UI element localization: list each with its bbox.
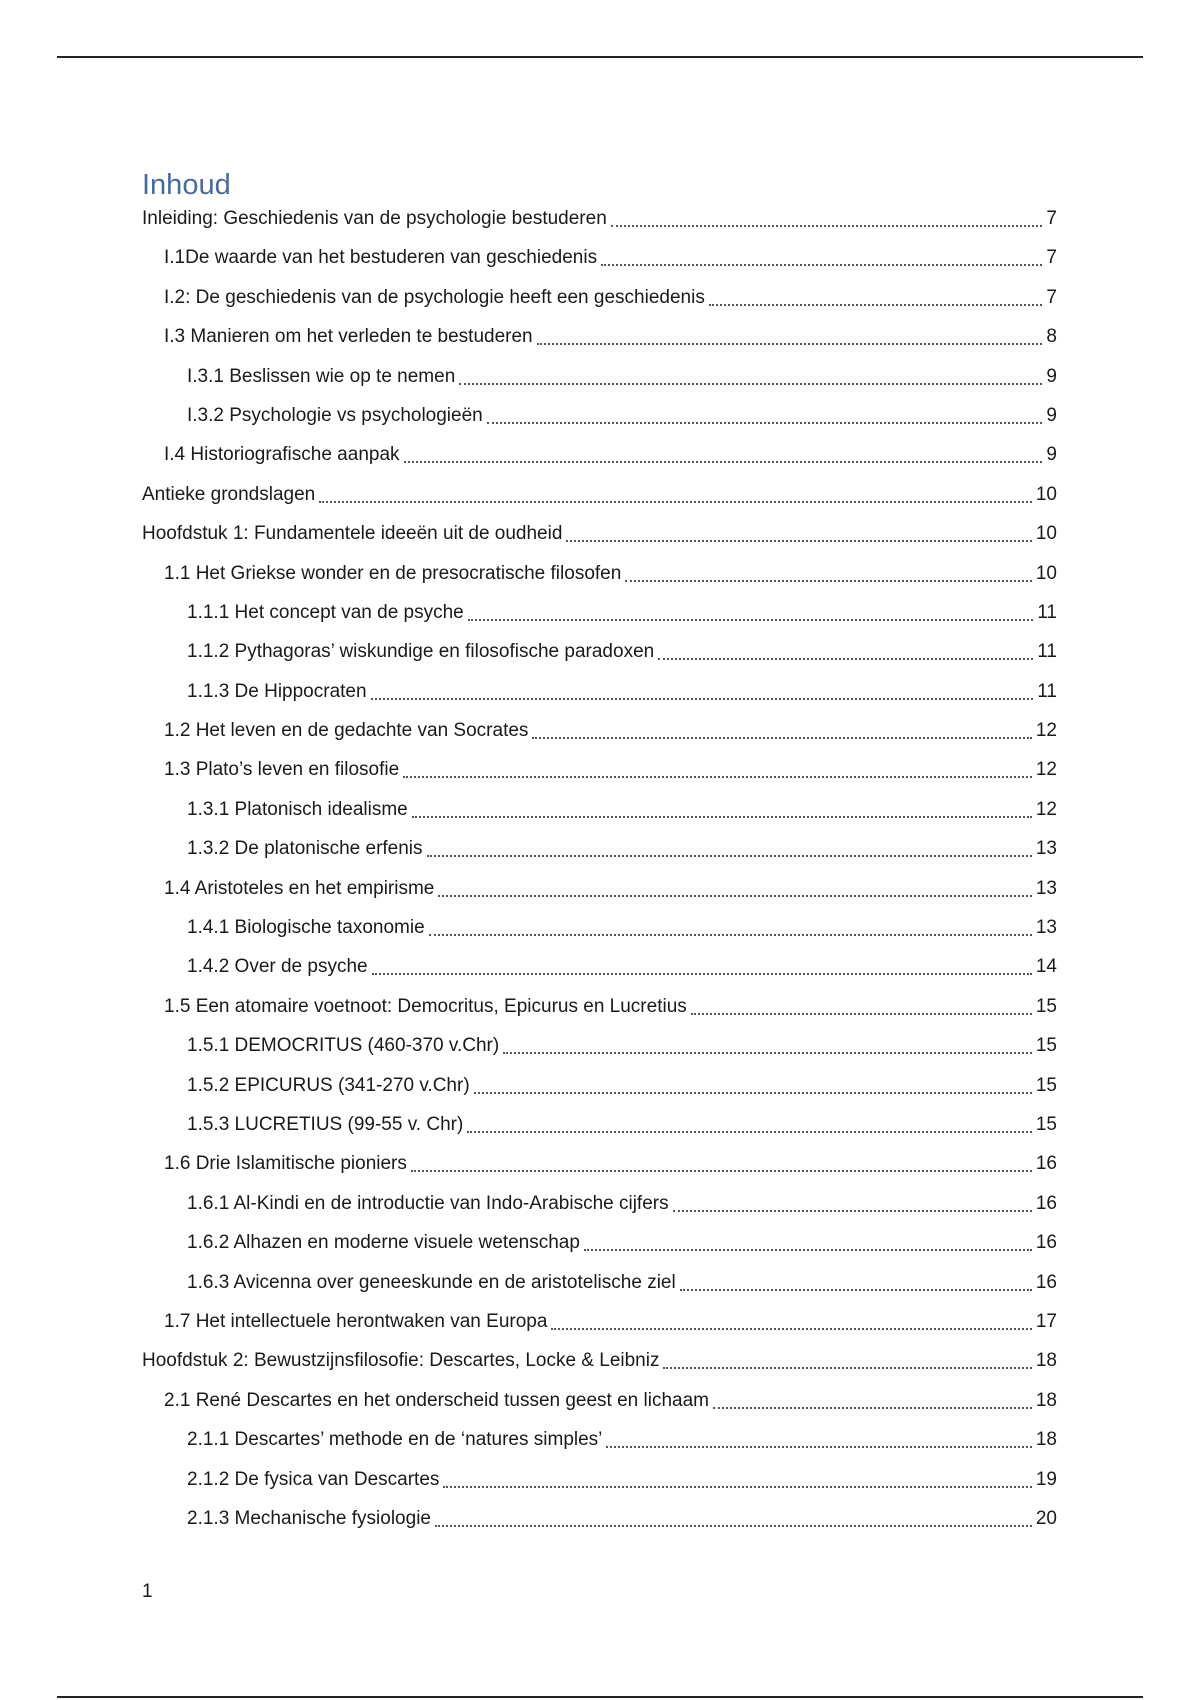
toc-entry-title: 1.1.2 Pythagoras’ wiskundige en filosofische paradoxen — [187, 641, 655, 663]
page-number: 1 — [142, 1581, 153, 1602]
toc-entry-page: 12 — [1035, 720, 1057, 742]
toc-entry[interactable] — [142, 1428, 1057, 1467]
toc-entry-page: 10 — [1035, 562, 1057, 584]
dot-leader — [429, 916, 1032, 936]
dot-leader — [611, 207, 1043, 227]
dot-leader — [691, 995, 1032, 1015]
toc-entry[interactable] — [142, 1507, 1057, 1546]
dot-leader — [601, 246, 1042, 266]
dot-leader — [487, 404, 1043, 424]
toc-entry-title: 1.3 Plato’s leven en filosofie — [164, 759, 400, 781]
toc-entry-page: 7 — [1046, 208, 1057, 229]
toc-entry-title: 1.3.1 Platonisch idealisme — [187, 798, 408, 820]
toc-entry-page: 20 — [1035, 1507, 1057, 1529]
dot-leader — [438, 877, 1032, 897]
toc-entry[interactable] — [142, 562, 1057, 601]
toc-entry[interactable] — [142, 1152, 1057, 1191]
toc-entry[interactable] — [142, 601, 1057, 640]
dot-leader — [404, 443, 1043, 463]
dot-leader — [412, 798, 1032, 818]
toc-entry-title: 1.5 Een atomaire voetnoot: Democritus, Epicurus en Lucretius — [164, 995, 687, 1017]
toc-entry[interactable] — [142, 758, 1057, 797]
toc-entry[interactable] — [142, 877, 1057, 916]
toc-entry-page: 9 — [1046, 404, 1057, 426]
toc-heading: Inhoud — [142, 169, 231, 201]
toc-entry[interactable] — [142, 916, 1057, 955]
toc-entry-page: 7 — [1046, 247, 1057, 269]
dot-leader — [551, 1310, 1031, 1330]
toc-entry[interactable] — [142, 1349, 1057, 1388]
toc-entry[interactable] — [142, 1271, 1057, 1310]
toc-entry-title: I.2: De geschiedenis van de psychologie heeft een geschiedenis — [164, 286, 705, 308]
dot-leader — [468, 601, 1034, 621]
toc-entry[interactable] — [142, 207, 1057, 246]
toc-entry[interactable] — [142, 483, 1057, 522]
toc-entry-page: 18 — [1035, 1350, 1057, 1372]
toc-entry-page: 15 — [1035, 1113, 1057, 1135]
footer-rule — [57, 1696, 1143, 1698]
toc-entry-title: 1.6.3 Avicenna over geneeskunde en de aristotelische ziel — [187, 1271, 676, 1293]
dot-leader — [680, 1271, 1032, 1291]
toc-entry-page: 8 — [1046, 326, 1057, 348]
toc-entry-page: 15 — [1035, 995, 1057, 1017]
table-of-contents — [142, 207, 1057, 1546]
dot-leader — [427, 837, 1032, 857]
toc-entry-page: 11 — [1037, 680, 1057, 702]
dot-leader — [663, 1349, 1031, 1369]
toc-entry-page: 15 — [1035, 1035, 1057, 1057]
toc-entry[interactable] — [142, 1192, 1057, 1231]
toc-entry-title: 1.4.1 Biologische taxonomie — [187, 917, 425, 939]
toc-entry[interactable] — [142, 404, 1057, 443]
toc-entry-page: 9 — [1046, 365, 1057, 387]
toc-entry[interactable] — [142, 680, 1057, 719]
dot-leader — [319, 483, 1032, 503]
dot-leader — [713, 1389, 1032, 1409]
dot-leader — [372, 955, 1032, 975]
toc-entry[interactable] — [142, 719, 1057, 758]
toc-entry[interactable] — [142, 1389, 1057, 1428]
toc-entry-page: 12 — [1035, 759, 1057, 781]
toc-entry[interactable] — [142, 246, 1057, 285]
toc-entry-page: 18 — [1035, 1389, 1057, 1411]
toc-entry-page: 16 — [1035, 1271, 1057, 1293]
toc-entry-title: I.3.2 Psychologie vs psychologieën — [187, 404, 483, 426]
toc-entry-page: 10 — [1035, 523, 1057, 545]
toc-entry-title: Hoofdstuk 1: Fundamentele ideeën uit de oudheid — [142, 523, 563, 545]
dot-leader — [606, 1428, 1031, 1448]
toc-entry-page: 14 — [1035, 956, 1057, 978]
dot-leader — [584, 1231, 1032, 1251]
toc-entry[interactable] — [142, 955, 1057, 994]
dot-leader — [459, 365, 1042, 385]
toc-entry-title: I.4 Historiografische aanpak — [164, 444, 400, 466]
toc-entry-title: 1.6 Drie Islamitische pioniers — [164, 1153, 407, 1175]
toc-entry[interactable] — [142, 1231, 1057, 1270]
toc-entry-page: 17 — [1035, 1310, 1057, 1332]
toc-entry-title: Inleiding: Geschiedenis van de psychologie bestuderen — [142, 208, 607, 229]
toc-entry[interactable] — [142, 798, 1057, 837]
toc-entry-title: 1.3.2 De platonische erfenis — [187, 838, 423, 860]
toc-entry-page: 15 — [1035, 1074, 1057, 1096]
toc-entry-page: 13 — [1035, 877, 1057, 899]
dot-leader — [537, 325, 1043, 345]
toc-entry-page: 16 — [1035, 1192, 1057, 1214]
toc-entry[interactable] — [142, 286, 1057, 325]
toc-entry-title: I.1De waarde van het bestuderen van geschiedenis — [164, 247, 598, 269]
toc-entry-title: Hoofdstuk 2: Bewustzijnsfilosofie: Descartes, Locke & Leibniz — [142, 1350, 660, 1372]
dot-leader — [435, 1507, 1032, 1527]
toc-entry-title: 1.5.1 DEMOCRITUS (460-370 v.Chr) — [187, 1035, 500, 1057]
toc-entry[interactable] — [142, 1468, 1057, 1507]
toc-entry-title: 1.6.2 Alhazen en moderne visuele wetenschap — [187, 1232, 580, 1254]
toc-entry-title: 2.1.1 Descartes’ methode en de ‘natures simples’ — [187, 1429, 603, 1451]
toc-entry-page: 11 — [1037, 641, 1057, 663]
toc-entry-title: Antieke grondslagen — [142, 483, 316, 505]
toc-entry[interactable] — [142, 1113, 1057, 1152]
toc-entry-page: 13 — [1035, 838, 1057, 860]
toc-entry[interactable] — [142, 640, 1057, 679]
toc-entry-page: 16 — [1035, 1153, 1057, 1175]
toc-entry-title: 2.1.2 De fysica van Descartes — [187, 1468, 440, 1490]
toc-entry-page: 10 — [1035, 483, 1057, 505]
toc-entry-title: I.3.1 Beslissen wie op te nemen — [187, 365, 456, 387]
toc-entry[interactable] — [142, 365, 1057, 404]
dot-leader — [467, 1113, 1032, 1133]
toc-entry[interactable] — [142, 443, 1057, 482]
dot-leader — [658, 640, 1033, 660]
dot-leader — [503, 1034, 1032, 1054]
dot-leader — [532, 719, 1031, 739]
toc-entry-title: 1.1 Het Griekse wonder en de presocratische filosofen — [164, 562, 622, 584]
header-rule — [57, 56, 1143, 58]
dot-leader — [673, 1192, 1032, 1212]
toc-entry-title: 1.2 Het leven en de gedachte van Socrates — [164, 720, 529, 742]
toc-entry-page: 11 — [1037, 601, 1057, 623]
toc-entry[interactable] — [142, 522, 1057, 561]
toc-entry-title: 1.5.2 EPICURUS (341-270 v.Chr) — [187, 1074, 470, 1096]
toc-entry-title: 2.1.3 Mechanische fysiologie — [187, 1507, 431, 1529]
dot-leader — [474, 1074, 1032, 1094]
dot-leader — [566, 522, 1031, 542]
toc-entry-page: 19 — [1035, 1468, 1057, 1490]
dot-leader — [709, 286, 1043, 306]
toc-entry[interactable] — [142, 995, 1057, 1034]
toc-entry-title: 1.4 Aristoteles en het empirisme — [164, 877, 435, 899]
toc-entry[interactable] — [142, 1034, 1057, 1073]
toc-entry-title: 2.1 René Descartes en het onderscheid tussen geest en lichaam — [164, 1389, 709, 1411]
toc-entry-title: 1.5.3 LUCRETIUS (99-55 v. Chr) — [187, 1113, 464, 1135]
dot-leader — [411, 1152, 1032, 1172]
toc-entry-page: 13 — [1035, 917, 1057, 939]
toc-entry-title: 1.1.1 Het concept van de psyche — [187, 601, 464, 623]
dot-leader — [625, 562, 1032, 582]
dot-leader — [403, 758, 1032, 778]
toc-entry[interactable] — [142, 325, 1057, 364]
toc-entry-title: 1.1.3 De Hippocraten — [187, 680, 367, 702]
toc-entry-title: I.3 Manieren om het verleden te bestuderen — [164, 326, 533, 348]
toc-entry-title: 1.4.2 Over de psyche — [187, 956, 368, 978]
toc-entry[interactable] — [142, 837, 1057, 876]
toc-entry-title: 1.7 Het intellectuele herontwaken van Europa — [164, 1310, 548, 1332]
toc-entry-page: 18 — [1035, 1429, 1057, 1451]
toc-entry-page: 12 — [1035, 798, 1057, 820]
toc-entry-page: 7 — [1046, 286, 1057, 308]
dot-leader — [443, 1468, 1031, 1488]
toc-entry[interactable] — [142, 1310, 1057, 1349]
toc-entry-title: 1.6.1 Al-Kindi en de introductie van Indo-Arabische cijfers — [187, 1192, 669, 1214]
toc-entry-page: 16 — [1035, 1232, 1057, 1254]
toc-entry-page: 9 — [1046, 444, 1057, 466]
toc-entry[interactable] — [142, 1074, 1057, 1113]
dot-leader — [371, 680, 1034, 700]
